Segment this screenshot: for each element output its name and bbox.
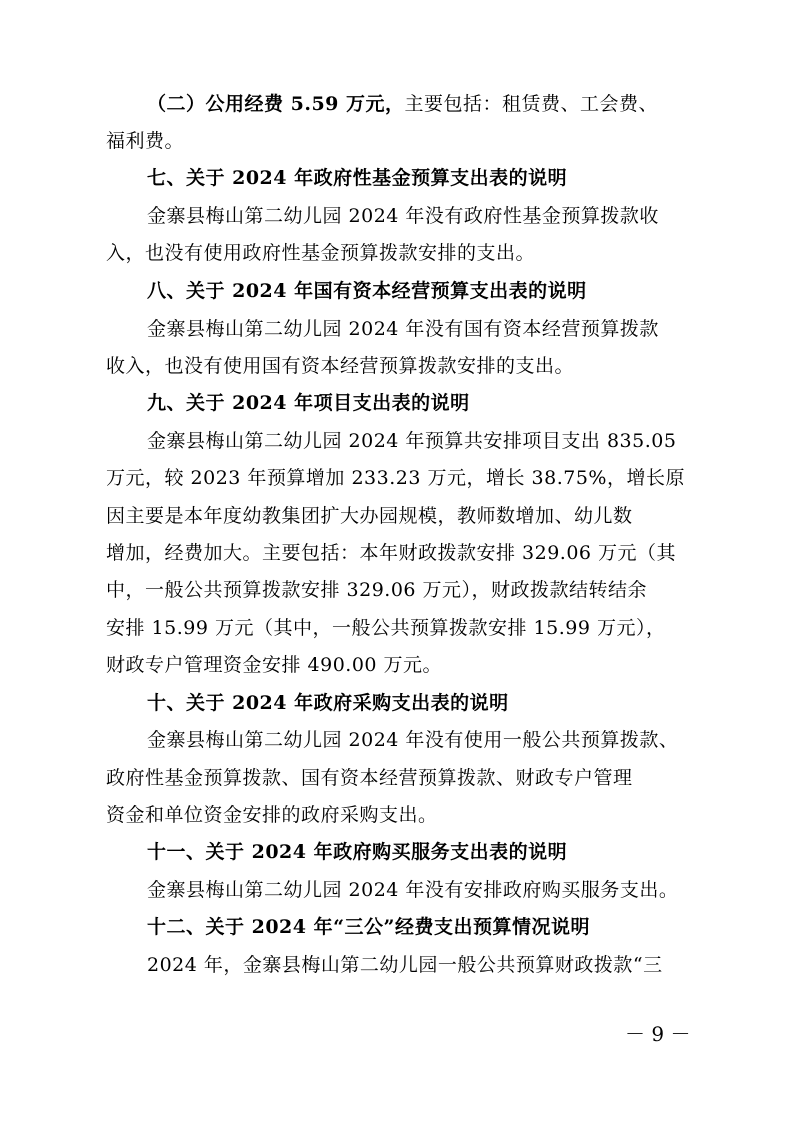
section-7-line-2: 入，也没有使用政府性基金预算拨款安排的支出。 — [106, 242, 536, 264]
section-12-line-1: 2024 年，金寨县梅山第二幼儿园一般公共预算财政拨款“三 — [147, 954, 663, 976]
public-funds-items: 主要包括：租赁费、工会费、 — [404, 93, 659, 115]
public-funds-lead: （二）公用经费 5.59 万元， — [147, 93, 405, 115]
section-10-heading: 十、关于 2024 年政府采购支出表的说明 — [147, 692, 509, 714]
section-9-line-1: 金寨县梅山第二幼儿园 2024 年预算共安排项目支出 835.05 — [147, 430, 677, 452]
section-10-line-1: 金寨县梅山第二幼儿园 2024 年没有使用一般公共预算拨款、 — [147, 729, 679, 751]
section-10-line-2: 政府性基金预算拨款、国有资本经营预算拨款、财政专户管理 — [106, 767, 633, 789]
section-9-heading: 九、关于 2024 年项目支出表的说明 — [147, 392, 470, 414]
section-12-heading: 十二、关于 2024 年“三公”经费支出预算情况说明 — [147, 916, 590, 938]
page-number: － 9 － — [625, 1022, 691, 1046]
section-8-line-2: 收入，也没有使用国有资本经营预算拨款安排的支出。 — [106, 355, 575, 377]
section-8-line-1: 金寨县梅山第二幼儿园 2024 年没有国有资本经营预算拨款 — [147, 318, 659, 340]
section-9-line-6: 安排 15.99 万元（其中，一般公共预算拨款安排 15.99 万元）， — [106, 617, 666, 639]
section-11-line-1: 金寨县梅山第二幼儿园 2024 年没有安排政府购买服务支出。 — [147, 879, 679, 901]
section-7-line-1: 金寨县梅山第二幼儿园 2024 年没有政府性基金预算拨款收 — [147, 205, 659, 227]
section-9-line-7: 财政专户管理资金安排 490.00 万元。 — [106, 654, 443, 676]
section-9-line-4: 增加，经费加大。主要包括：本年财政拨款安排 329.06 万元（其 — [106, 542, 677, 564]
section-9-line-3: 因主要是本年度幼教集团扩大办园规模，教师数增加、幼儿数 — [106, 505, 633, 527]
section-8-heading: 八、关于 2024 年国有资本经营预算支出表的说明 — [147, 280, 587, 302]
public-funds-line-2: 福利费。 — [106, 130, 185, 152]
section-9-line-2: 万元，较 2023 年预算增加 233.23 万元，增长 38.75%，增长原 — [106, 467, 685, 489]
public-funds-line — [147, 92, 658, 116]
section-11-heading: 十一、关于 2024 年政府购买服务支出表的说明 — [147, 841, 568, 863]
section-7-heading: 七、关于 2024 年政府性基金预算支出表的说明 — [147, 167, 568, 189]
section-10-line-3: 资金和单位资金安排的政府采购支出。 — [106, 804, 438, 826]
section-9-line-5: 中，一般公共预算拨款安排 329.06 万元），财政拨款结转结余 — [106, 579, 648, 601]
